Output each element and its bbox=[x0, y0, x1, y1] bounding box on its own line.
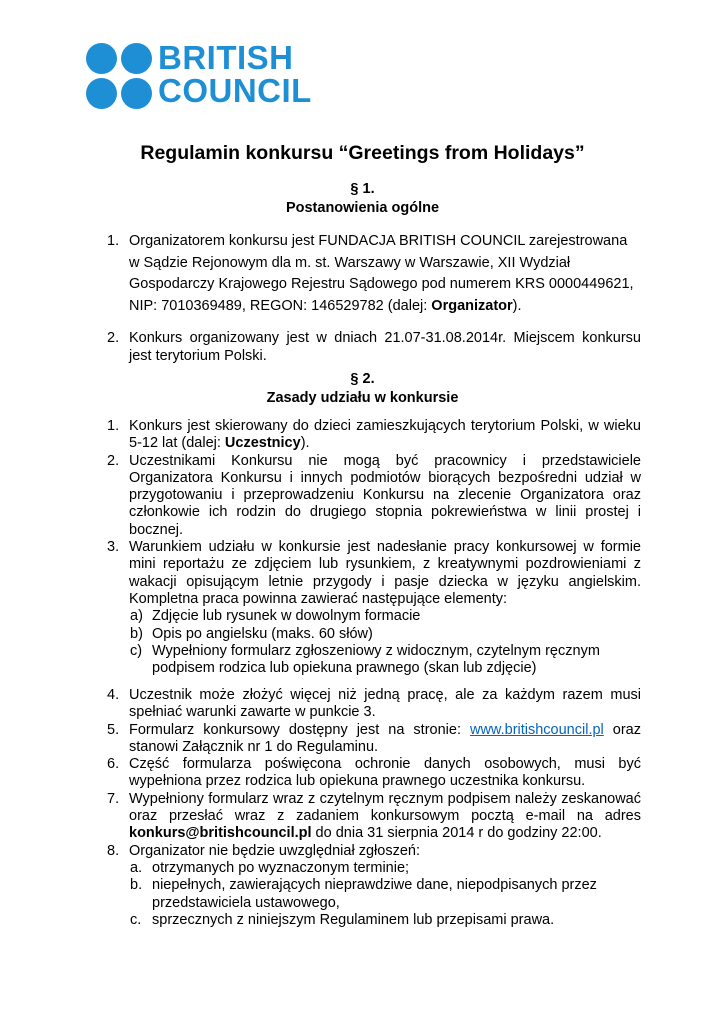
list-item: 1. Organizatorem konkursu jest FUNDACJA BRITISH COUNCIL zarejestrowana w Sądzie Rejonowym dla m. st. Warszawy w Warszawie, XII Wydział Gospodarczy Krajowego Rejestru Sądowego pod numerem KRS 0000449621, NIP: 7010369489, REGON: 146529782 (dalej: Organizator). bbox=[107, 231, 641, 317]
organizer-text: Organizatorem konkursu jest FUNDACJA BRITISH COUNCIL zarejestrowana w Sądzie Rejonowym dla m. st. Warszawy w Warszawie, XII Wydział Gospodarczy Krajowego Rejestru Sądowego pod numerem KRS 0000449621, NIP: 7010369489, REGON: 146529782 (dalej: Organizator). bbox=[129, 233, 634, 314]
logo-dots-icon bbox=[86, 43, 152, 109]
list-item: 2. Uczestnikami Konkursu nie mogą być pracownicy i przedstawiciele Organizatora Konkursu i innych podmiotów biorących bezpośredni udział w przygotowaniu i przeprowadzeniu Konkursu na zlecenie Organizatora oraz członkowie ich rodzin do drugiego stopnia pokrewieństwa w linii prostej i bocznej. bbox=[107, 452, 641, 538]
sub-item: c) Wypełniony formularz zgłoszeniowy z widocznym, czytelnym ręcznym podpisem rodzica lub opiekuna prawnego (skan lub zdjęcie) bbox=[130, 642, 600, 677]
document-title: Regulamin konkursu “Greetings from Holidays” bbox=[140, 142, 585, 164]
logo-wordmark: BRITISH COUNCIL bbox=[158, 39, 312, 109]
sub-item: c. sprzecznych z niniejszym Regulaminem lub przepisami prawa. bbox=[130, 911, 555, 928]
sub-item: a) Zdjęcie lub rysunek w dowolnym formacie bbox=[130, 608, 421, 625]
contest-email: konkurs@britishcouncil.pl bbox=[129, 825, 312, 842]
section-number: § 2. bbox=[350, 371, 375, 387]
list-item: 3. Warunkiem udziału w konkursie jest nadesłanie pracy konkursowej w formie mini reportażu ze zdjęciem lub rysunkiem, z kreatywnymi pozdrowieniami z wakacji opisującym letnie przygody i pasje dziecka w języku angielskim. Kompletna praca powinna zawierać następujące elementy: bbox=[107, 539, 641, 607]
section-1-header bbox=[0, 180, 725, 218]
sub-item: b) Opis po angielsku (maks. 60 słów) bbox=[130, 625, 373, 642]
list-item: 2. Konkurs organizowany jest w dniach 21.07-31.08.2014r. Miejscem konkursu jest terytorium Polski. bbox=[107, 330, 641, 364]
list-item: 1. Konkurs jest skierowany do dzieci zamieszkujących terytorium Polski, w wieku 5-12 lat (dalej: Uczestnicy). bbox=[107, 418, 641, 452]
website-link[interactable]: www.britishcouncil.pl bbox=[469, 721, 604, 738]
british-council-logo bbox=[86, 39, 316, 109]
list-item: 4. Uczestnik może złożyć więcej niż jedną pracę, ale za każdym razem musi spełniać warunki zawarte w punkcie 3. bbox=[107, 687, 641, 721]
section-1-list bbox=[107, 231, 641, 365]
sub-item: b. niepełnych, zawierających nieprawdziwe dane, niepodpisanych przez przedstawiciela ustawowego, bbox=[130, 877, 597, 911]
section-heading: Zasady udziału w konkursie bbox=[266, 390, 459, 406]
list-item: 5. Formularz konkursowy dostępny jest na stronie: www.britishcouncil.pl oraz stanowi Załącznik nr 1 do Regulaminu. bbox=[107, 721, 641, 755]
list-item: 7. Wypełniony formularz wraz z czytelnym ręcznym podpisem należy zeskanować oraz przesłać wraz z zadaniem konkursowym pocztą e-mail na adres konkurs@britishcouncil.pl do dnia 31 sierpnia 2014 r do godziny 22:00. bbox=[107, 790, 641, 842]
section-heading: Postanowienia ogólne bbox=[285, 200, 440, 216]
list-item: 6. Część formularza poświęcona ochronie danych osobowych, musi być wypełniona przez rodzica lub opiekuna prawnego uczestnika konkursu. bbox=[107, 756, 641, 790]
section-number: § 1. bbox=[350, 181, 375, 197]
sub-item: a. otrzymanych po wyznaczonym terminie; bbox=[130, 859, 410, 876]
section-2-list-b bbox=[107, 687, 641, 929]
section-2-list-a bbox=[107, 418, 641, 677]
section-2-header bbox=[0, 370, 725, 408]
list-item: 8. Organizator nie będzie uwzględniał zgłoszeń: bbox=[107, 842, 420, 859]
